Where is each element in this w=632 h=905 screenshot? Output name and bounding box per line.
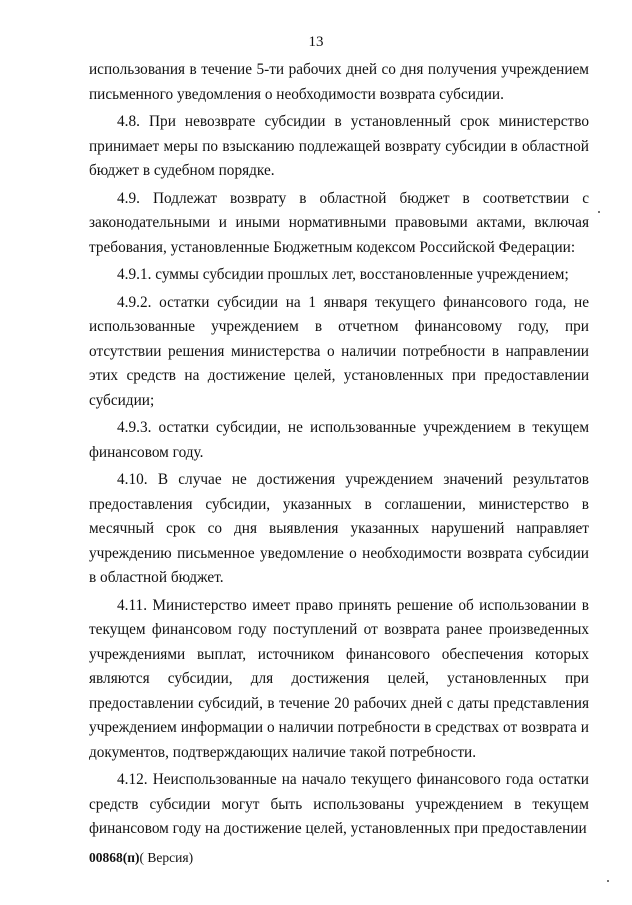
- paragraph-4-10: 4.10. В случае не достижения учреждением значений результатов предоставления субсидии, указанных в соглашении, министерство в месячный срок со дня выявления указанных нарушений направляет учреждению письменное уведомление о необходимости возврата субсидии в областной бюджет.: [89, 471, 589, 586]
- paragraph-4-8: 4.8. При невозврате субсидии в установленный срок министерство принимает меры по взысканию подлежащей возврату субсидии в областной бюджет в судебном порядке.: [89, 113, 589, 179]
- page-number: 13: [308, 34, 324, 50]
- paragraph-4-9-1: 4.9.1. суммы субсидии прошлых лет, восстановленные учреждением;: [117, 266, 569, 283]
- paragraph-4-9-3: 4.9.3. остатки субсидии, не использованные учреждением в текущем финансовом году.: [89, 419, 589, 461]
- paragraph-4-12: 4.12. Неиспользованные на начало текущего финансового года остатки средств субсидии могут быть использованы учреждением в текущем финансовом году на достижение целей, установленных при предоставлении: [89, 771, 589, 837]
- paragraph-4-9: 4.9. Подлежат возврату в областной бюджет в соответствии с законодательными и иными нормативными правовыми актами, включая требования, установленные Бюджетным кодексом Российской Федерации:: [89, 189, 589, 256]
- scan-speck: [607, 880, 609, 882]
- paragraph-4-9-2: 4.9.2. остатки субсидии на 1 января текущего финансового года, не использованные учреждением в отчетном финансовому году, при отсутствии решения министерства о наличии потребности в направлении этих средств на достижение целей, установленных при предоставлении субсидии;: [89, 293, 589, 409]
- paragraph-4-11: 4.11. Министерство имеет право принять решение об использовании в текущем финансовом году поступлений от возврата ранее произведенных учреждениями выплат, источником финансового обеспечения которых являются субсидии, для достижения целей, установленных при предоставлении субсидий, в течение 20 рабочих дней с даты представления учреждением информации о наличии потребности в средствах от возврата и документов, подтверждающих наличие такой потребности.: [89, 596, 589, 761]
- document-version: ( Версия): [139, 850, 194, 865]
- body-text: [89, 58, 589, 842]
- paragraph-continuation: использования в течение 5-ти рабочих дней со дня получения учреждением письменного уведомления о необходимости возврата субсидии.: [89, 61, 589, 103]
- document-footer: [89, 850, 193, 866]
- scan-speck: [598, 211, 600, 213]
- document-code: 00868(п): [89, 850, 140, 865]
